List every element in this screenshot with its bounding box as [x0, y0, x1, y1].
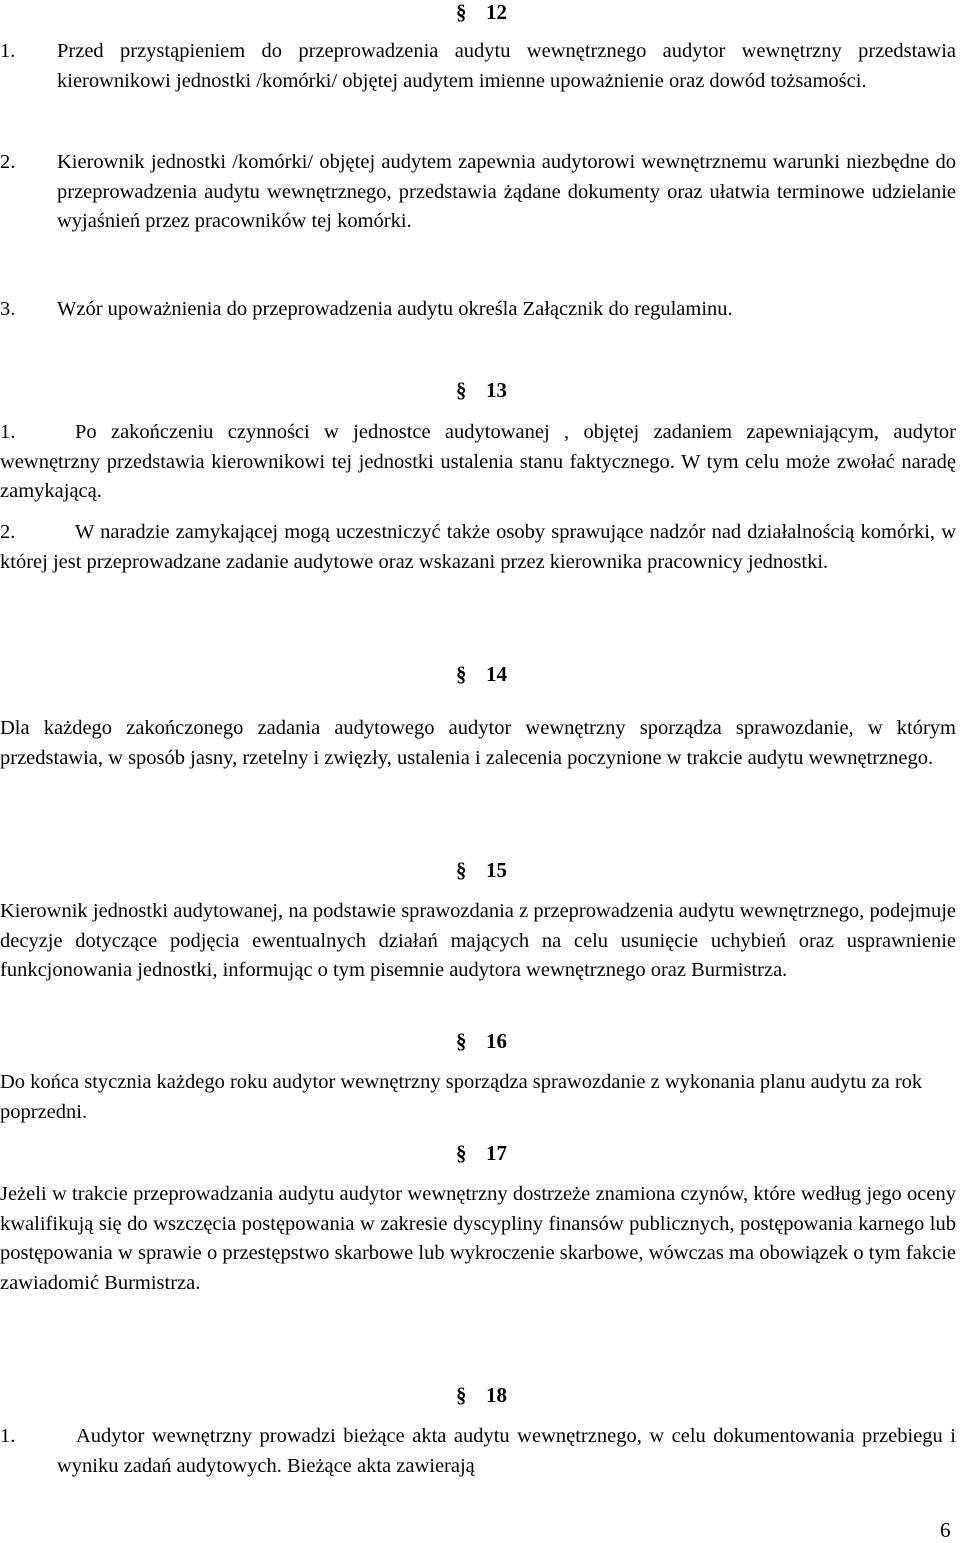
section-13-item-2 [0, 518, 956, 577]
section-15-heading [456, 858, 507, 882]
item-text: W naradzie zamykającej mogą uczestniczyć także osoby sprawujące nadzór nad działalnością komórki, w której jest przeprowadzane zadanie audytowe oraz wskazani przez kierownika pracownicy jednostki. [0, 521, 956, 573]
section-sign: § [456, 1141, 467, 1165]
section-sign: § [456, 1029, 467, 1053]
section-sign: § [456, 858, 467, 882]
section-12-item-2 [0, 148, 956, 237]
section-number: 12 [486, 0, 507, 24]
section-18-heading [456, 1383, 507, 1407]
item-text: Kierownik jednostki /komórki/ objętej audytem zapewnia audytorowi wewnętrznemu warunki niezbędne do przeprowadzenia audytu wewnętrznego, przedstawia żądane dokumenty oraz ułatwia terminowe udzielanie wyjaśnień przez pracowników tej komórki. [57, 151, 956, 232]
section-13-item-1 [0, 418, 956, 507]
section-14-heading [456, 662, 507, 686]
section-12-item-3 [0, 295, 956, 325]
section-12-heading [456, 0, 507, 24]
section-12-item-1 [0, 37, 956, 96]
item-number: 1. [0, 421, 16, 443]
section-number: 13 [486, 378, 507, 402]
section-number: 15 [486, 858, 507, 882]
item-text: Wzór upoważnienia do przeprowadzenia audytu określa Załącznik do regulaminu. [57, 298, 733, 320]
section-sign: § [456, 662, 467, 686]
section-16-heading [456, 1029, 507, 1053]
section-15-text: Kierownik jednostki audytowanej, na podstawie sprawozdania z przeprowadzenia audytu wewnętrznego, podejmuje decyzje dotyczące podjęcia ewentualnych działań mających na celu usunięcie uchybień oraz usprawnienie funkcjonowania jednostki, informując o tym pisemnie audytora wewnętrznego oraz Burmistrza. [0, 900, 956, 981]
item-number: 1. [0, 40, 16, 62]
section-number: 16 [486, 1029, 507, 1053]
item-text: Po zakończeniu czynności w jednostce audytowanej , objętej zadaniem zapewniającym, audytor wewnętrzny przedstawia kierownikowi tej jednostki ustalenia stanu faktycznego. W tym celu może zwołać naradę zamykającą. [0, 421, 956, 502]
section-sign: § [456, 0, 467, 24]
section-17-heading [456, 1141, 507, 1165]
item-text: Przed przystąpieniem do przeprowadzenia audytu wewnętrznego audytor wewnętrzny przedstawia kierownikowi jednostki /komórki/ objętej audytem imienne upoważnienie oraz dowód tożsamości. [57, 40, 956, 92]
section-16-text: Do końca stycznia każdego roku audytor wewnętrzny sporządza sprawozdanie z wykonania planu audytu za rok poprzedni. [0, 1071, 923, 1123]
item-number: 2. [0, 521, 16, 543]
item-number: 3. [0, 298, 16, 320]
section-14-text: Dla każdego zakończonego zadania audytowego audytor wewnętrzny sporządza sprawozdanie, w którym przedstawia, w sposób jasny, rzetelny i zwięzły, ustalenia i zalecenia poczynione w trakcie audytu wewnętrznego. [0, 717, 956, 769]
section-18-item-1 [0, 1422, 956, 1481]
item-text: Audytor wewnętrzny prowadzi bieżące akta audytu wewnętrznego, w celu dokumentowania przebiegu i wyniku zadań audytowych. Bieżące akta zawierają [57, 1425, 956, 1477]
section-17-text: Jeżeli w trakcie przeprowadzania audytu audytor wewnętrzny dostrzeże znamiona czynów, które według jego oceny kwalifikują się do wszczęcia postępowania w zakresie dyscypliny finansów publicznych, postępowania karnego lub postępowania w sprawie o przestępstwo skarbowe lub wykroczenie skarbowe, wówczas ma obowiązek o tym fakcie zawiadomić Burmistrza. [0, 1183, 956, 1294]
section-sign: § [456, 378, 467, 402]
section-13-heading [456, 378, 507, 402]
section-number: 14 [486, 662, 507, 686]
item-number: 1. [0, 1425, 16, 1447]
section-sign: § [456, 1383, 467, 1407]
section-number: 18 [486, 1383, 507, 1407]
page-number: 6 [940, 1518, 951, 1542]
section-number: 17 [486, 1141, 507, 1165]
item-number: 2. [0, 151, 16, 173]
